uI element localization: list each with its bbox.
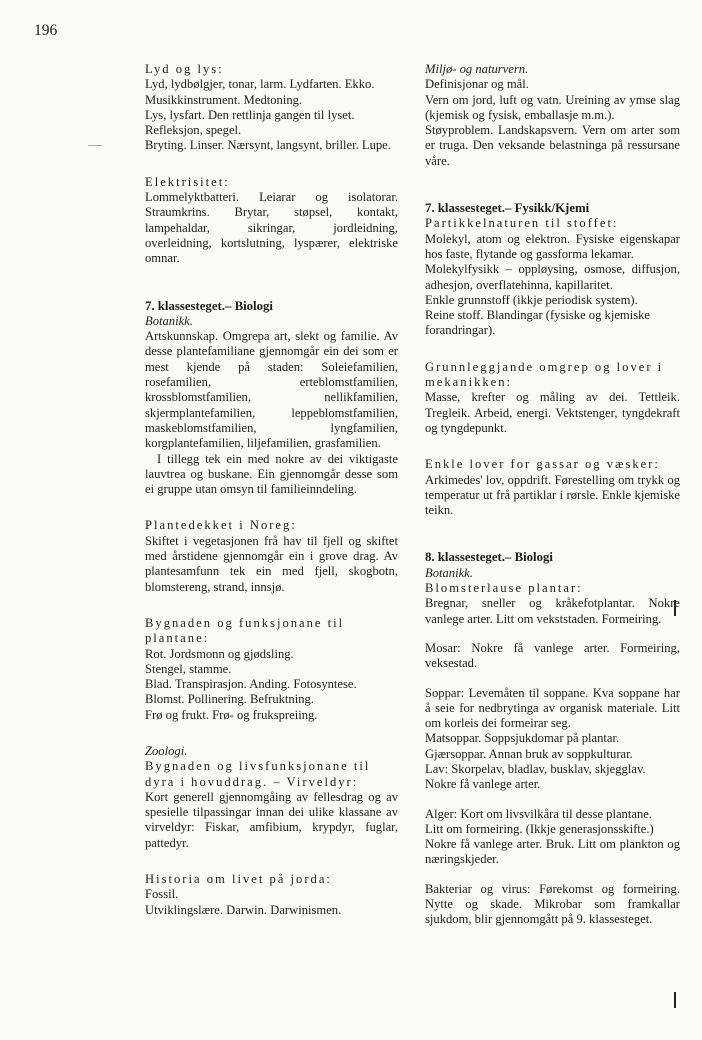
- text-line: Nokre få vanlege arter. Bruk. Litt om plankton og næringskjeder.: [425, 837, 680, 867]
- edge-mark: [674, 992, 676, 1008]
- text-paragraph: Arkimedes' lov, oppdrift. Førestelling om trykk og temperatur ut frå partiklar i rørsle. Enkle kjemiske teikn.: [425, 472, 680, 518]
- section-heading: Lyd og lys:: [145, 62, 224, 76]
- section-heading: Blomsterlause plantar:: [425, 581, 583, 596]
- text-line: Stengel, stamme.: [145, 661, 232, 676]
- section-heading: Plantedekket i Noreg:: [145, 518, 297, 533]
- section-heading: Partikkelnaturen til stoffet:: [425, 216, 619, 231]
- text-line: Matsoppar. Soppsjukdomar på plantar.: [425, 731, 620, 746]
- text-line: Bryting. Linser. Nærsynt, langsynt, briller. Lupe.: [145, 138, 391, 153]
- text-line: Gjærsoppar. Annan bruk av soppkulturar.: [425, 746, 633, 761]
- section-heading: Bygnaden og funksjonane til plantane:: [145, 615, 345, 646]
- right-column: [425, 62, 680, 928]
- text-line: Definisjonar og mål.: [425, 77, 529, 92]
- text-paragraph: Masse, krefter og måling av dei. Tettleik. Tregleik. Arbeid, energi. Vektstenger, tyngdekraft og tyngdepunkt.: [425, 390, 680, 435]
- soppar-block: [425, 686, 680, 793]
- text-line: Litt om formeiring. (Ikkje generasjonsskifte.): [425, 821, 654, 836]
- section-plantedekket: [145, 518, 398, 594]
- text-paragraph: Bakteriar og virus: Førekomst og formeiring. Nytte og skade. Mikrobar som framkallar sjukdom, blir gjennomgått på 9. klassesteget.: [425, 881, 680, 927]
- text-line: Musikkinstrument. Medtoning.: [145, 92, 303, 107]
- text-line: Lav: Skorpelav, bladlav, busklav, skjegglav.: [425, 761, 646, 776]
- section-heading: Enkle lover for gassar og væsker:: [425, 457, 660, 472]
- subject-subheading: Botanikk.: [425, 565, 473, 580]
- text-line: Støyproblem. Landskapsvern. Vern om arter som er truga. Den veksande belastninga på ressursane våre.: [425, 123, 680, 168]
- text-line: Molekylfysikk – oppløysing, osmose, diffusjon, adhesjon, overflatehinna, kapillaritet.: [425, 262, 680, 292]
- text-line: Reine stoff. Blandingar (fysiske og kjemiske forandringar).: [425, 308, 651, 338]
- page-number: 196: [34, 22, 58, 39]
- text-line: Blomst. Pollinering. Befruktning.: [145, 692, 314, 707]
- text-paragraph: Skiftet i vegetasjonen frå hav til fjell og skiftet med årstidene gjennomgår ein i grove drag. Av plantesamfunn tek ein med fjell, skogbotn, blomstereng, strand, innsjø.: [145, 533, 398, 594]
- text-paragraph: Mosar: Nokre få vanlege arter. Formeiring, veksestad.: [425, 640, 680, 671]
- text-line: Utviklingslære. Darwin. Darwinismen.: [145, 902, 342, 917]
- grade-heading: 7. klassesteget.– Biologi: [145, 298, 273, 313]
- text-paragraph: Kort generell gjennomgåing av fellesdrag og av spesielle tilpassingar innan dei ulike klassane av virveldyr: Fiskar, amfibium, krypdyr, fuglar, pattedyr.: [145, 789, 398, 850]
- text-line: Frø og frukt. Frø- og frukspreiing.: [145, 707, 318, 722]
- subject-subheading: Zoologi.: [145, 743, 188, 758]
- section-heading: Historia om livet på jorda:: [145, 872, 332, 887]
- section-mekanikk: [425, 360, 680, 436]
- grade-heading: 7. klassesteget.– Fysikk/Kjemi: [425, 201, 590, 216]
- subject-subheading: Botanikk.: [145, 313, 193, 328]
- text-paragraph: Bregnar, sneller og kråkefotplantar. Nokre vanlege arter. Litt om vekststaden. Formeiring.: [425, 596, 680, 626]
- section-gassar: [425, 457, 680, 518]
- text-line: Fossil.: [145, 887, 179, 902]
- text-line: Lyd, lydbølgjer, tonar, larm. Lydfarten. Ekko.: [145, 77, 375, 92]
- text-line: Molekyl, atom og elektron. Fysiske eigenskapar hos faste, flytande og gassforma lekamar.: [425, 231, 680, 261]
- section-biologi-8: [425, 550, 680, 927]
- section-zoologi: [145, 744, 398, 851]
- section-miljo: [425, 62, 680, 169]
- text-paragraph: Lommelyktbatteri. Leiarar og isolatorar. Straumkrins. Brytar, støpsel, kontakt, lampehaldar, sikringar, jordleidning, overleidning, kortslutning, lyspærer, elektriske omnar.: [145, 190, 398, 266]
- text-line: Soppar: Levemåten til soppane. Kva soppane har å seie for nedbrytinga av organisk materiale. Litt om korleis dei formeirar seg.: [425, 685, 680, 731]
- subject-subheading: Miljø- og naturvern.: [425, 62, 529, 76]
- section-biologi-7: [145, 299, 398, 498]
- text-line: Blad. Transpirasjon. Anding. Fotosyntese.: [145, 677, 357, 692]
- text-line: Lys, lysfart. Den rettlinja gangen til lyset. Refleksjon, spegel.: [145, 107, 355, 138]
- text-line: Rot. Jordsmonn og gjødsling.: [145, 646, 294, 661]
- section-heading: Elektrisitet:: [145, 174, 230, 189]
- section-historia: [145, 872, 398, 918]
- text-paragraph: Artskunnskap. Omgrepa art, slekt og familie. Av desse plantefamiliane gjennomgår ein dei som er mest kjende på staden: Soleiefamilien, rosefamilien, erteblomstfamilien, krossblomstfamilien, nellikfamilien, skjermplantefamilien, leppeblomstfamilien, maskeblomstfamilien, lyngfamilien, korgplantefamilien, liljefamilien, grasfamilien.: [145, 329, 398, 451]
- section-fysikk-7: [425, 201, 680, 339]
- section-heading: Bygnaden og livsfunksjonane til dyra i hovuddrag. – Virveldyr:: [145, 759, 371, 789]
- margin-mark: [88, 145, 102, 146]
- alger-block: [425, 807, 680, 868]
- left-column: [145, 62, 398, 939]
- text-line: Nokre få vanlege arter.: [425, 777, 541, 792]
- text-line: Vern om jord, luft og vatn. Ureining av ymse slag (kjemisk og fysisk, emballasje m.m.).: [425, 92, 680, 122]
- text-line: Alger: Kort om livsvilkåra til desse plantane.: [425, 806, 652, 821]
- section-lyd: [145, 62, 398, 154]
- section-bygnaden: [145, 616, 398, 723]
- text-line: Enkle grunnstoff (ikkje periodisk system).: [425, 292, 638, 307]
- grade-heading: 8. klassesteget.– Biologi: [425, 550, 553, 565]
- section-elektrisitet: [145, 175, 398, 267]
- text-paragraph: I tillegg tek ein med nokre av dei viktigaste lauvtrea og buskane. Ein gjennomgår desse som ei gruppe utan omsyn til familieinndeling.: [145, 451, 398, 497]
- section-heading: Grunnleggjande omgrep og lover i mekanikken:: [425, 359, 664, 390]
